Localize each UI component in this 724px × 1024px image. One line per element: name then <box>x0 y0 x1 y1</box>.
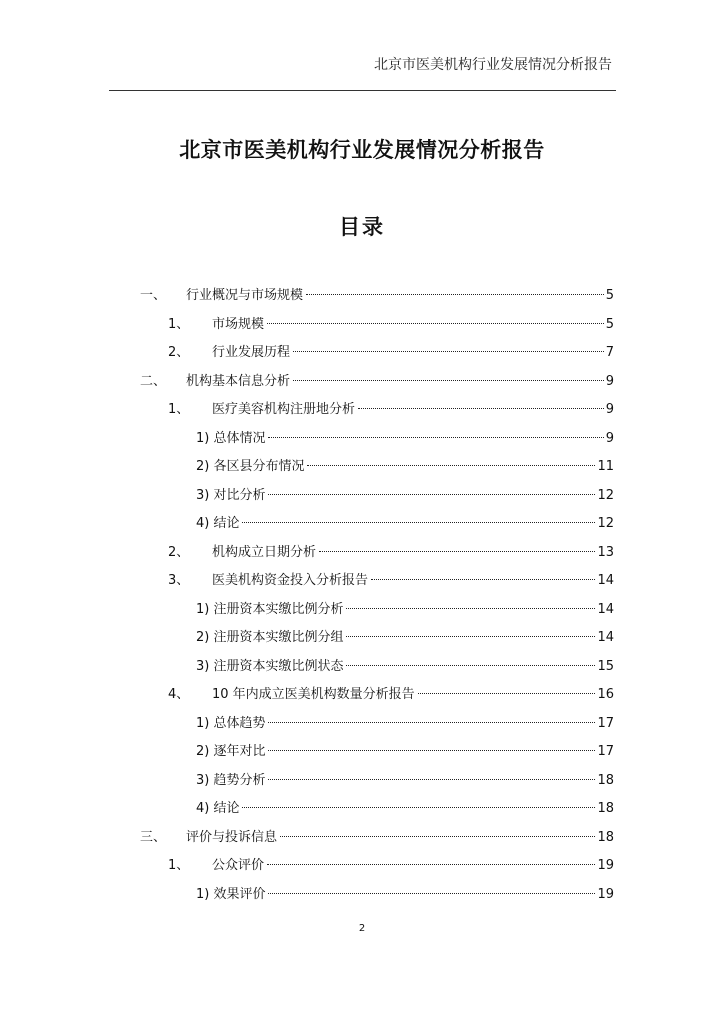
toc-dot-leader <box>268 893 595 894</box>
toc-entry-number: 一、 <box>140 288 167 303</box>
toc-dot-leader <box>268 722 595 723</box>
toc-entry-page: 9 <box>605 373 614 389</box>
document-title: 北京市医美机构行业发展情况分析报告 <box>179 138 545 162</box>
toc-entry[interactable] <box>0 342 724 364</box>
toc-entry[interactable] <box>0 513 724 535</box>
toc-entry[interactable] <box>0 827 724 849</box>
toc-entry-text: 1) 总体趋势 <box>196 715 266 731</box>
toc-entry[interactable] <box>0 656 724 678</box>
toc-entry-text: 市场规模 <box>212 316 265 332</box>
toc-entry-text: 1) 总体情况 <box>196 430 266 446</box>
toc-dot-leader <box>293 351 604 352</box>
toc-entry[interactable] <box>0 770 724 792</box>
toc-entry-page: 11 <box>597 459 614 474</box>
toc-dot-leader <box>280 836 595 837</box>
toc-entry[interactable] <box>0 570 724 592</box>
toc-entry-page: 14 <box>597 630 614 645</box>
toc-entry-number: 1、 <box>168 316 190 332</box>
header-rule <box>109 90 616 91</box>
toc-entry-text: 2) 注册资本实缴比例分组 <box>196 630 344 645</box>
toc-entry[interactable] <box>0 684 724 706</box>
toc-entry-page: 18 <box>597 801 614 816</box>
toc-entry-number: 2、 <box>168 345 190 360</box>
toc-entry-page: 15 <box>597 658 614 674</box>
toc-dot-leader <box>346 636 595 637</box>
toc-entry[interactable] <box>0 456 724 478</box>
toc-entry[interactable] <box>0 599 724 621</box>
toc-entry-text: 3) 对比分析 <box>196 487 266 503</box>
toc-dot-leader <box>371 579 595 580</box>
toc-dot-leader <box>242 522 595 523</box>
toc-entry-page: 17 <box>597 715 614 731</box>
toc-entry-text: 行业概况与市场规模 <box>186 288 304 303</box>
toc-entry[interactable] <box>0 713 724 735</box>
toc-entry[interactable] <box>0 485 724 507</box>
toc-entry-page: 5 <box>605 288 614 303</box>
toc-dot-leader <box>268 437 603 438</box>
toc-entry-text: 公众评价 <box>212 858 265 873</box>
toc-entry-page: 17 <box>597 744 614 759</box>
toc-entry-number: 4、 <box>168 687 190 702</box>
toc-entry-page: 12 <box>597 516 614 531</box>
toc-entry-page: 9 <box>605 430 614 446</box>
toc-entry-text: 评价与投诉信息 <box>186 829 278 845</box>
toc-entry-page: 12 <box>597 487 614 503</box>
toc-dot-leader <box>268 494 595 495</box>
toc-entry[interactable] <box>0 399 724 421</box>
toc-dot-leader <box>267 323 604 324</box>
toc-entry-text: 10 年内成立医美机构数量分析报告 <box>212 687 415 702</box>
toc-entry-page: 7 <box>605 345 614 360</box>
toc-entry[interactable] <box>0 741 724 763</box>
toc-dot-leader <box>268 779 595 780</box>
toc-entry-number: 2、 <box>168 544 190 560</box>
page-number: 2 <box>358 923 366 934</box>
toc-dot-leader <box>307 465 595 466</box>
toc-dot-leader <box>242 807 595 808</box>
toc-entry-text: 3) 注册资本实缴比例状态 <box>196 658 344 674</box>
toc-entry-number: 3、 <box>168 573 190 588</box>
toc-entry[interactable] <box>0 428 724 450</box>
toc-entry-page: 19 <box>597 886 614 902</box>
toc-entry-number: 1、 <box>168 402 190 417</box>
toc-entry[interactable] <box>0 798 724 820</box>
toc-entry-page: 5 <box>605 316 614 332</box>
toc-dot-leader <box>306 294 604 295</box>
toc-entry-text: 机构基本信息分析 <box>186 373 291 389</box>
toc-entry-text: 4) 结论 <box>196 516 240 531</box>
toc-entry-text: 机构成立日期分析 <box>212 544 317 560</box>
toc-entry-page: 13 <box>597 544 614 560</box>
toc-entry-page: 16 <box>597 687 614 702</box>
toc-dot-leader <box>267 864 595 865</box>
toc-entry-text: 医疗美容机构注册地分析 <box>212 402 356 417</box>
toc-dot-leader <box>268 750 595 751</box>
toc-dot-leader <box>346 665 595 666</box>
toc-entry[interactable] <box>0 542 724 564</box>
toc-dot-leader <box>346 608 595 609</box>
toc-entry-page: 14 <box>597 601 614 617</box>
toc-entry[interactable] <box>0 627 724 649</box>
toc-entry[interactable] <box>0 371 724 393</box>
toc-dot-leader <box>293 380 604 381</box>
toc-entry-page: 14 <box>597 573 614 588</box>
toc-entry-number: 二、 <box>140 373 167 389</box>
toc-entry[interactable] <box>0 884 724 906</box>
toc-heading: 目录 <box>339 215 385 239</box>
toc-entry-text: 1) 注册资本实缴比例分析 <box>196 601 344 617</box>
toc-dot-leader <box>418 693 596 694</box>
toc-entry[interactable] <box>0 855 724 877</box>
toc-entry-page: 19 <box>597 858 614 873</box>
running-header: 北京市医美机构行业发展情况分析报告 <box>374 57 612 73</box>
toc-dot-leader <box>358 408 604 409</box>
toc-entry-page: 18 <box>597 772 614 788</box>
toc-entry-page: 18 <box>597 829 614 845</box>
toc-entry-page: 9 <box>605 402 614 417</box>
toc-entry-text: 医美机构资金投入分析报告 <box>212 573 369 588</box>
toc-entry-text: 2) 各区县分布情况 <box>196 459 305 474</box>
toc-entry-text: 3) 趋势分析 <box>196 772 266 788</box>
toc-entry-number: 1、 <box>168 858 190 873</box>
toc-entry-number: 三、 <box>140 829 167 845</box>
toc-entry-text: 2) 逐年对比 <box>196 744 266 759</box>
toc-entry-text: 行业发展历程 <box>212 345 291 360</box>
toc-entry-text: 1) 效果评价 <box>196 886 266 902</box>
toc-entry[interactable] <box>0 285 724 307</box>
toc-entry[interactable] <box>0 314 724 336</box>
toc-dot-leader <box>319 551 595 552</box>
toc-entry-text: 4) 结论 <box>196 801 240 816</box>
